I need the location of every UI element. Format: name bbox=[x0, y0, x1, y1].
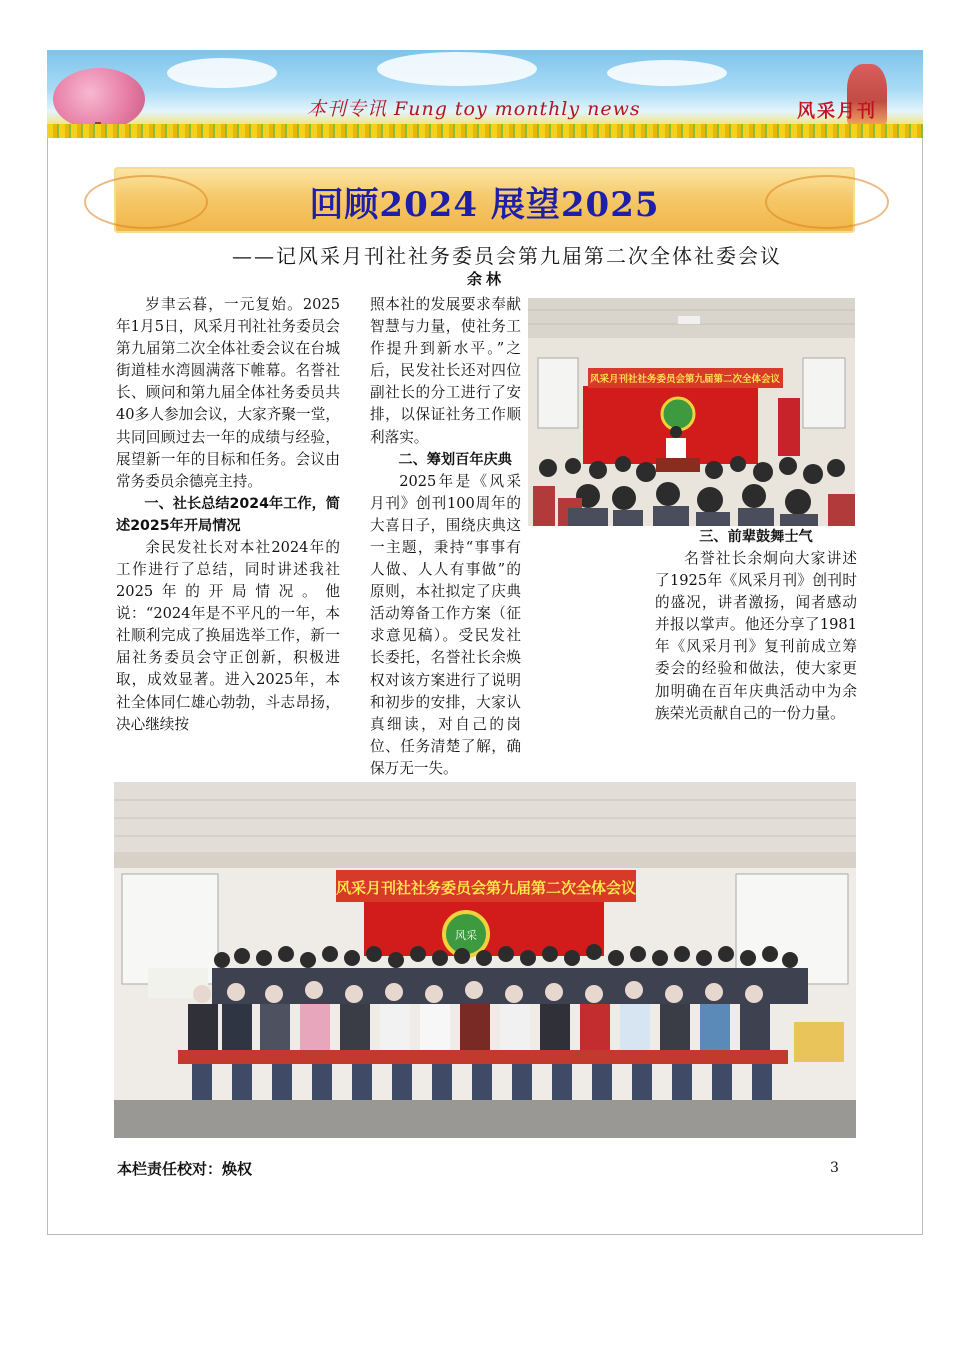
flower-field-illustration bbox=[47, 124, 923, 138]
section-3-heading: 三、前辈鼓舞士气 bbox=[699, 529, 813, 545]
text-column-3 bbox=[655, 526, 857, 725]
intro-paragraph: 岁聿云暮，一元复始。2025年1月5日，风采月刊社社务委员会第九届第二次全体社委会议在台城街道桂水湾圆满落下帷幕。名誉社长、顾问和第九届全体社务委员共40多人参加会议，大家齐聚一堂，共同回顾过去一年的成绩与经验，展望新一年的目标和任务。会议由常务委员余德亮主持。 bbox=[116, 296, 340, 490]
article-title: 回顾2024 展望2025 bbox=[309, 185, 660, 225]
section-3-paragraph: 名誉社长余炯向大家讲述了1925年《风采月刊》创刊时的盛况，讲者激扬，闻者感动并报以掌声。他还分享了1981年《风采月刊》复刊前成立筹委会的经验和做法，使大家更加明确在百年庆典活动中为余族荣光贡献自己的一份力量。 bbox=[655, 550, 857, 722]
proofreader-credit: 本栏责任校对：焕权 bbox=[117, 1160, 253, 1178]
group-banner-text: 风采月刊社社务委员会第九届第二次全体会议 bbox=[335, 879, 637, 897]
magazine-brand: 风采月刊 bbox=[797, 101, 877, 122]
blossom-tree-illustration bbox=[53, 68, 145, 130]
meeting-photo bbox=[528, 298, 855, 526]
group-photo bbox=[114, 782, 856, 1138]
column-title: 本刊专讯 Fung toy monthly news bbox=[307, 98, 641, 120]
emblem-icon bbox=[662, 398, 694, 430]
emblem-text: 风采 bbox=[455, 929, 477, 942]
section-1-paragraph: 余民发社长对本社2024年的工作进行了总结，同时讲述我社2025年的开局情况。他说：“2024年是不平凡的一年，本社顺利完成了换届选举工作，新一届社务委员会守正创新，积极进取，成效显著。进入2025年，本社全体同仁雄心勃勃，斗志昂扬，决心继续按 bbox=[116, 538, 340, 733]
article-author: 余林 bbox=[467, 270, 506, 288]
meeting-banner-text: 风采月刊社社务委员会第九届第二次全体会议 bbox=[589, 374, 781, 385]
text-column-2 bbox=[370, 294, 521, 780]
article-subtitle: ——记风采月刊社社务委员会第九届第二次全体社委会议 bbox=[232, 244, 782, 268]
header-banner bbox=[47, 50, 923, 138]
text-column-1 bbox=[116, 294, 340, 736]
section-2-heading: 二、筹划百年庆典 bbox=[398, 451, 512, 468]
section-1-continued: 照本社的发展要求奉献智慧与力量，使社务工作提升到新水平。”之后，民发社长还对四位副社长的分工进行了安排，以保证社务工作顺利落实。 bbox=[370, 296, 521, 446]
article-title-box bbox=[114, 167, 855, 233]
section-1-heading: 一、社长总结2024年工作，简述2025年开局情况 bbox=[116, 495, 340, 534]
page-number: 3 bbox=[830, 1160, 839, 1176]
section-2-paragraph: 2025年是《风采月刊》创刊100周年的大喜日子，围绕庆典这一主题，秉持“事事有人做、人人有事做”的原则，本社拟定了庆典活动筹备工作方案（征求意见稿）。受民发社长委托，名誉社长余焕权对该方案进行了说明和初步的安排，大家认真细读，对自己的岗位、任务清楚了解，确保万无一失。 bbox=[370, 472, 521, 777]
